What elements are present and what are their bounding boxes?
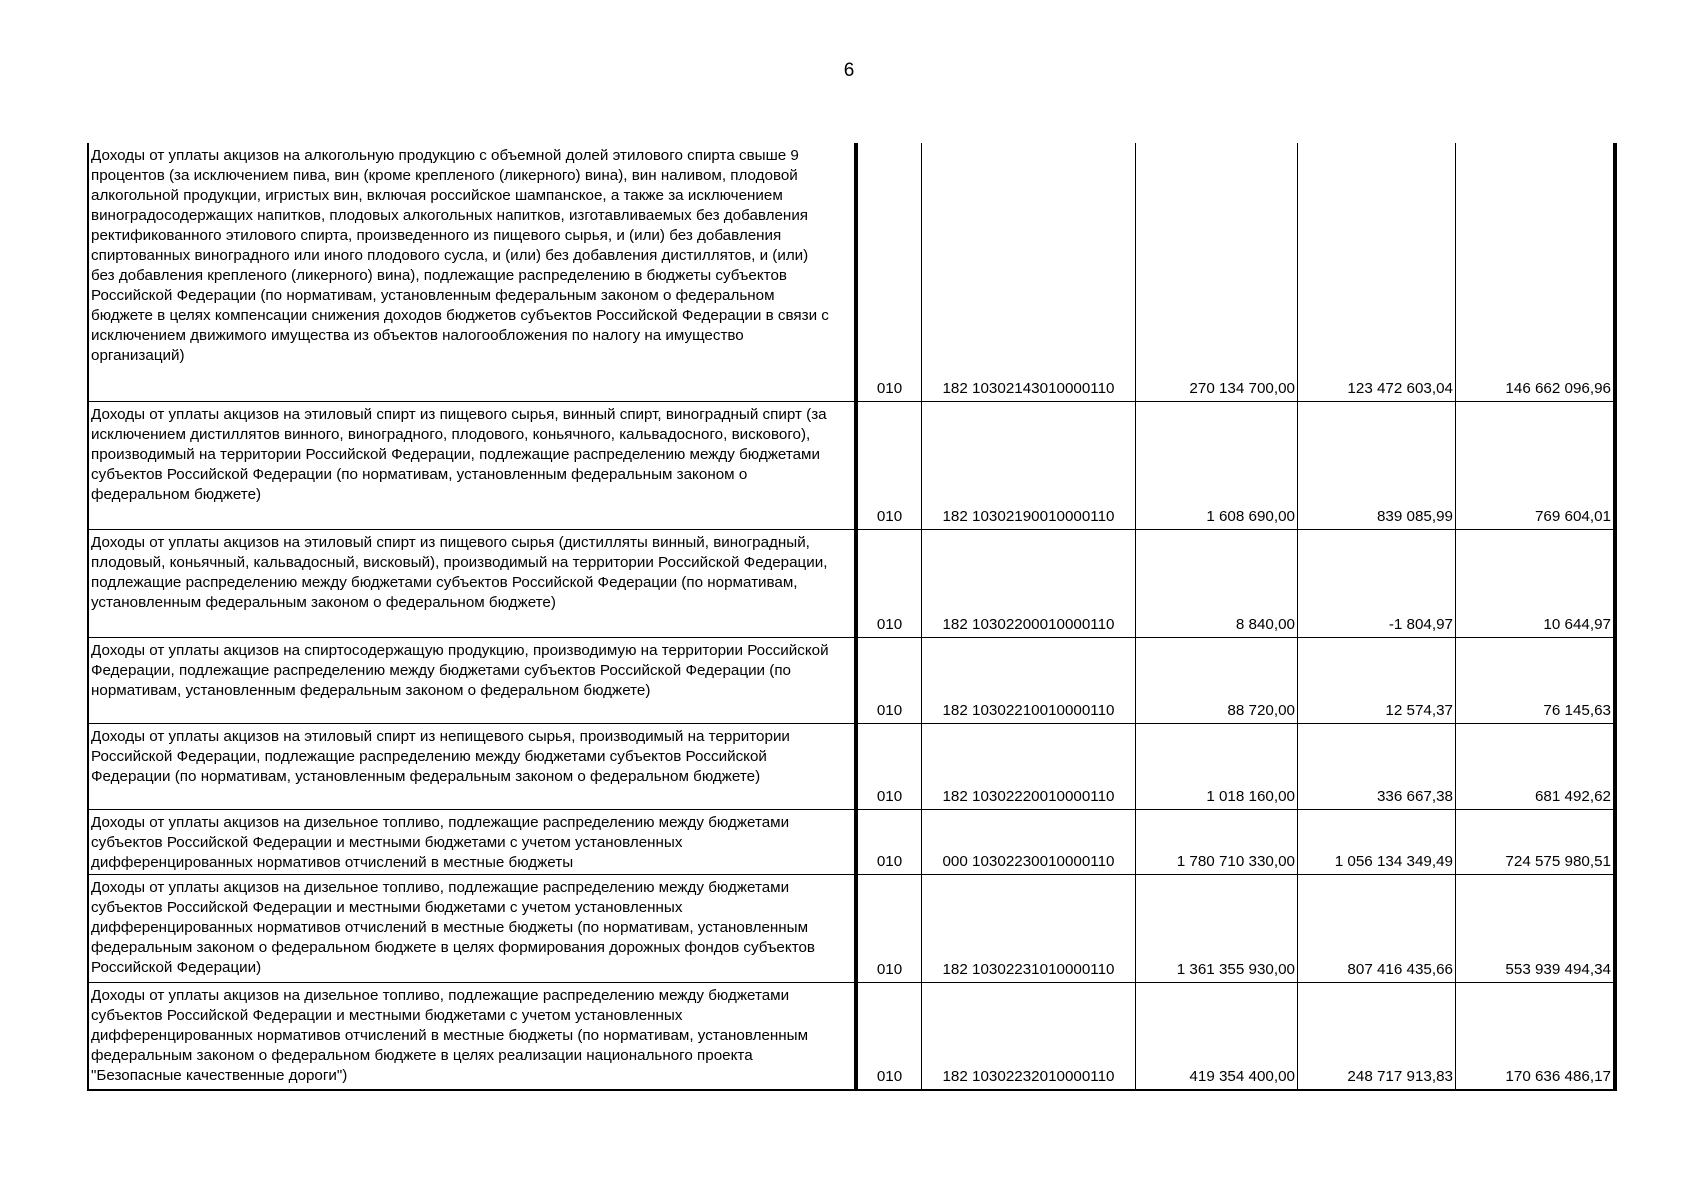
income-name-cell [88, 809, 856, 874]
line-code-cell: 010 [856, 529, 922, 637]
income-name-line: бюджете в целях компенсации снижения доходов бюджетов субъектов Российской Федерации в связи с [91, 307, 829, 324]
executed-amount-cell: 1 056 134 349,49 [1298, 809, 1456, 874]
income-name-cell [88, 143, 856, 401]
income-name-line: федеральным законом о федеральном бюджете в целях реализации национального проекта [91, 1046, 753, 1064]
table-row [88, 874, 1615, 982]
budget-code-cell: 182 10302231010000110 [922, 874, 1136, 982]
income-name-line: Российской Федерации, подлежащие распределению между бюджетами субъектов Российской [91, 747, 767, 765]
income-name-line: алкогольной продукции, игристых вин, включая российское шампанское, а также за исключением [91, 187, 783, 204]
income-name-line: Доходы от уплаты акцизов на этиловый спирт из пищевого сырья, винный спирт, виноградный спирт (за [91, 405, 827, 423]
budget-code-cell: 182 10302190010000110 [922, 401, 1136, 529]
income-name-line: виноградосодержащих напитков, плодовых алкогольных напитков, изготавливаемых без добавления [91, 207, 809, 224]
unexecuted-amount-cell: 76 145,63 [1456, 637, 1616, 723]
income-name-line: Федерации, подлежащие распределению между бюджетами субъектов Российской Федерации (по [91, 661, 791, 679]
executed-amount-cell: 12 574,37 [1298, 637, 1456, 723]
income-table [87, 143, 1617, 1091]
budget-code-cell: 000 10302230010000110 [922, 809, 1136, 874]
approved-amount-cell: 88 720,00 [1136, 637, 1298, 723]
income-name-line: организаций) [91, 347, 185, 364]
executed-amount-cell: 123 472 603,04 [1298, 143, 1456, 401]
approved-amount-cell: 419 354 400,00 [1136, 982, 1298, 1090]
income-name-line: без добавления крепленого (ликерного) вина), подлежащие распределению в бюджеты субъектов [91, 267, 787, 284]
income-name-line: Доходы от уплаты акцизов на спиртосодержащую продукцию, производимую на территории Российской [91, 641, 829, 659]
income-name-line: дифференцированных нормативов отчислений в местные бюджеты [91, 853, 574, 871]
income-name-line: Доходы от уплаты акцизов на этиловый спирт из пищевого сырья (дистилляты винный, виноградный, [91, 533, 810, 551]
income-name-line: дифференцированных нормативов отчислений в местные бюджеты (по нормативам, установленным [91, 1026, 809, 1044]
income-name-cell [88, 529, 856, 637]
income-name-line: субъектов Российской Федерации и местными бюджетами с учетом установленных [91, 1006, 683, 1024]
income-name-line: производимый на территории Российской Федерации, подлежащие распределению между бюджетами [91, 445, 820, 463]
income-name-line: дифференцированных нормативов отчислений в местные бюджеты (по нормативам, установленным [91, 918, 809, 936]
budget-code-cell: 182 10302200010000110 [922, 529, 1136, 637]
table-row [88, 723, 1615, 809]
budget-code-cell: 182 10302210010000110 [922, 637, 1136, 723]
income-name-cell [88, 723, 856, 809]
approved-amount-cell: 270 134 700,00 [1136, 143, 1298, 401]
income-name-line: Федерации (по нормативам, установленным федеральным законом о федеральном бюджете) [91, 767, 761, 785]
income-name-line: федеральным законом о федеральном бюджете в целях формирования дорожных фондов субъектов [91, 938, 815, 956]
approved-amount-cell: 1 018 160,00 [1136, 723, 1298, 809]
table-row [88, 529, 1615, 637]
income-name-line: исключением дистиллятов винного, виноградного, плодового, коньячного, кальвадосного, вискового), [91, 425, 811, 443]
executed-amount-cell: -1 804,97 [1298, 529, 1456, 637]
income-name-line: федеральном бюджете) [91, 485, 262, 503]
income-name-line: субъектов Российской Федерации и местными бюджетами с учетом установленных [91, 833, 683, 851]
income-name-line: установленным федеральным законом о федеральном бюджете) [91, 593, 556, 611]
executed-amount-cell: 839 085,99 [1298, 401, 1456, 529]
approved-amount-cell: 1 361 355 930,00 [1136, 874, 1298, 982]
budget-code-cell: 182 10302232010000110 [922, 982, 1136, 1090]
income-name-line: Доходы от уплаты акцизов на этиловый спирт из непищевого сырья, производимый на территории [91, 727, 790, 745]
unexecuted-amount-cell: 724 575 980,51 [1456, 809, 1616, 874]
income-name-line: субъектов Российской Федерации (по нормативам, установленным федеральным законом о [91, 465, 748, 483]
table-row [88, 982, 1615, 1090]
approved-amount-cell: 1 608 690,00 [1136, 401, 1298, 529]
unexecuted-amount-cell: 146 662 096,96 [1456, 143, 1616, 401]
income-name-cell [88, 982, 856, 1090]
income-name-line: нормативам, установленным федеральным законом о федеральном бюджете) [91, 681, 651, 699]
income-name-line: Доходы от уплаты акцизов на дизельное топливо, подлежащие распределению между бюджетами [91, 986, 790, 1004]
approved-amount-cell: 1 780 710 330,00 [1136, 809, 1298, 874]
income-name-line: "Безопасные качественные дороги") [91, 1066, 348, 1084]
income-table-body [88, 143, 1615, 1090]
income-name-line: исключением движимого имущества из объектов налогообложения по налогу на имущество [91, 327, 744, 344]
page-number: 6 [843, 60, 855, 81]
income-name-line: Доходы от уплаты акцизов на алкогольную продукцию с объемной долей этилового спирта свыше 9 [91, 147, 799, 164]
income-name-line: спиртованных виноградного или иного плодового сусла, и (или) без добавления дистиллятов, и (или) [91, 247, 809, 264]
unexecuted-amount-cell: 681 492,62 [1456, 723, 1616, 809]
unexecuted-amount-cell: 769 604,01 [1456, 401, 1616, 529]
income-name-line: субъектов Российской Федерации и местными бюджетами с учетом установленных [91, 898, 683, 916]
line-code-cell: 010 [856, 143, 922, 401]
line-code-cell: 010 [856, 874, 922, 982]
income-name-line: Российской Федерации (по нормативам, установленным федеральным законом о федеральном [91, 287, 775, 304]
table-row [88, 401, 1615, 529]
line-code-cell: 010 [856, 723, 922, 809]
income-name-line: подлежащие распределению между бюджетами субъектов Российской Федерации (по нормативам, [91, 573, 798, 591]
income-name-line: Российской Федерации) [91, 958, 262, 976]
line-code-cell: 010 [856, 401, 922, 529]
table-row [88, 809, 1615, 874]
unexecuted-amount-cell: 10 644,97 [1456, 529, 1616, 637]
income-name-cell [88, 401, 856, 529]
unexecuted-amount-cell: 553 939 494,34 [1456, 874, 1616, 982]
income-name-line: плодовый, коньячный, кальвадосный, висковый), производимый на территории Российской Федерации, [91, 553, 828, 571]
executed-amount-cell: 336 667,38 [1298, 723, 1456, 809]
table-row [88, 143, 1615, 401]
income-name-cell [88, 637, 856, 723]
line-code-cell: 010 [856, 982, 922, 1090]
income-name-line: Доходы от уплаты акцизов на дизельное топливо, подлежащие распределению между бюджетами [91, 813, 790, 831]
income-name-line: процентов (за исключением пива, вин (кроме крепленого (ликерного) вина), вин наливом, плодовой [91, 167, 798, 184]
executed-amount-cell: 807 416 435,66 [1298, 874, 1456, 982]
budget-code-cell: 182 10302220010000110 [922, 723, 1136, 809]
income-name-line: Доходы от уплаты акцизов на дизельное топливо, подлежащие распределению между бюджетами [91, 878, 790, 896]
income-name-line: ректификованного этилового спирта, произведенного из пищевого сырья, и (или) без добавления [91, 227, 782, 244]
income-name-cell [88, 874, 856, 982]
unexecuted-amount-cell: 170 636 486,17 [1456, 982, 1616, 1090]
line-code-cell: 010 [856, 637, 922, 723]
table-row [88, 637, 1615, 723]
line-code-cell: 010 [856, 809, 922, 874]
budget-code-cell: 182 10302143010000110 [922, 143, 1136, 401]
executed-amount-cell: 248 717 913,83 [1298, 982, 1456, 1090]
approved-amount-cell: 8 840,00 [1136, 529, 1298, 637]
